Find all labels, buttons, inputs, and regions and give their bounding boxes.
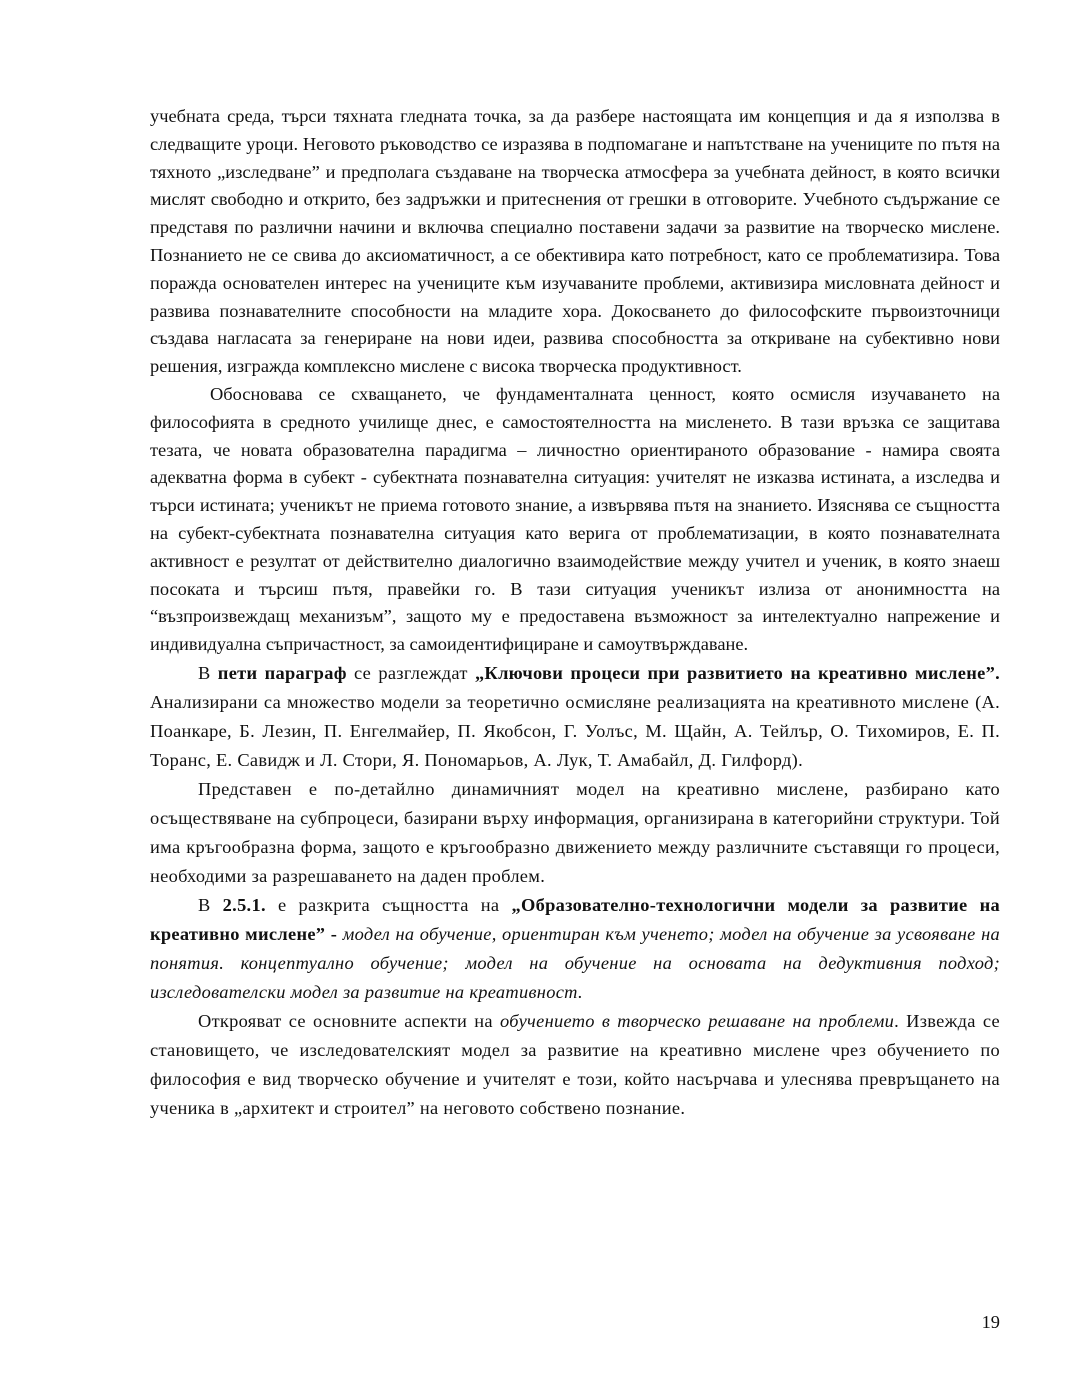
paragraph-3 [150,659,1000,775]
p6-italic-phrase: обучението в творческо решаване на проблеми [500,1010,895,1031]
p6-text-1: Открояват се основните аспекти на [198,1010,501,1031]
paragraph-4: Представен е по-детайлно динамичният модел на креативно мислене, разбирано като осъществяване на субпроцеси, базирани върху информация, организирана в категорийни структури. Той има кръгообразна форма, защото е кръгообразно движението между различните съставящи го процеси, необходими за разрешаването на даден проблем. [150,778,1000,886]
p5-italic-models: модел на обучение, ориентиран към ученето; модел на обучение за усвояване на понятия. концептуално обучение; модел на обучение на основата на дедуктивния подход; изследователски модел за развитие на креативност. [150,923,1000,1002]
p3-text-2: се разглеждат [346,662,475,683]
p5-text-2: е разкрита същността на [265,894,512,915]
p3-text-3: Анализирани са множество модели за теоретично осмисляне реализацията на креативното мислене (А. Поанкаре, Б. Лезин, П. Енгелмайер, П. Якобсон, Г. Уолъс, М. Щайн, А. Тейлър, О. Тихомиров, Е. П. Торанс, Е. Савидж и Л. Стори, Я. Пономарьов, А. Лук, Т. Амабайл, Д. Гилфорд). [150,691,1000,770]
paragraph-2: Обосновава се схващането, че фундаменталната ценност, която осмисля изучаването на философията в средното училище днес, е самостоятелността на мисленето. В тази връзка се защитава тезата, че новата образователна парадигма – личностно ориентираното образование - намира своята адекватна форма в субект - субектната познавателна ситуация: учителят не изказва истината, а изследва и търси истината; ученикът не приема готовото знание, а извървява пътя на знанието. Изяснява се същността на субект-субектната познавателна ситуация като верига от проблематизации, в която познавателната активност е резултат от действително диалогично взаимодействие между учител и ученик, в която знаеш посоката и търсиш пътя, правейки го. В тази ситуация ученикът излиза от анонимността на “възпроизвеждащ механизъм”, защото му е предоставена възможност за интелектуално напрежение и индивидуална съпричастност, за самоидентифициране и самоутвърждаване. [150,383,1000,655]
paragraph-6 [150,1007,1000,1123]
p3-bold-section: пети параграф [217,662,347,683]
paragraph-1: учебната среда, търси тяхната гледната точка, за да разбере настоящата им концепция и да я използва в следващите уроци. Неговото ръководство се изразява в подпомагане и напътстване на учениците по пътя на тяхното „изследване” и предполага създаване на творческа атмосфера за учебната дейност, в която всички мислят свободно и открито, без задръжки и притеснения от грешки в отговорите. Учебното съдържание се представя по различни начини и включва специално поставени задачи за развитие на творческо мислене. Познанието не се свива до аксиоматичност, а се обективира като потребност, като се проблематизира. Това поражда основателен интерес на учениците към изучаваните проблеми, активизира мисловната дейност и развива познавателните способности на младите хора. Докосването до философските първоизточници създава нагласата за генериране на нови идеи, развива способността за откриване на субективно нови решения, изгражда комплексно мислене с висока творческа продуктивност. [150,106,1000,377]
p3-text-1: В [198,662,218,683]
paragraph-5 [150,891,1000,1007]
p3-bold-title: „Ключови процеси при развитието на креативно мислене”. [474,662,1001,683]
p5-bold-title: „Образователно-технологични модели за развитие на креативно мислене” - [150,894,1000,944]
page-number: 19 [981,1312,1000,1332]
p5-text-1: В [198,894,223,915]
p6-text-2: . Извежда се становището, че изследователският модел за развитие на креативно мислене чрез обучението по философия е вид творческо обучение и учителят е този, който насърчава и улеснява превръщането на ученика в „архитект и строител” на неговото собствено познание. [150,1010,1001,1118]
document-body [150,103,1000,1123]
p5-bold-number: 2.5.1. [222,894,266,915]
